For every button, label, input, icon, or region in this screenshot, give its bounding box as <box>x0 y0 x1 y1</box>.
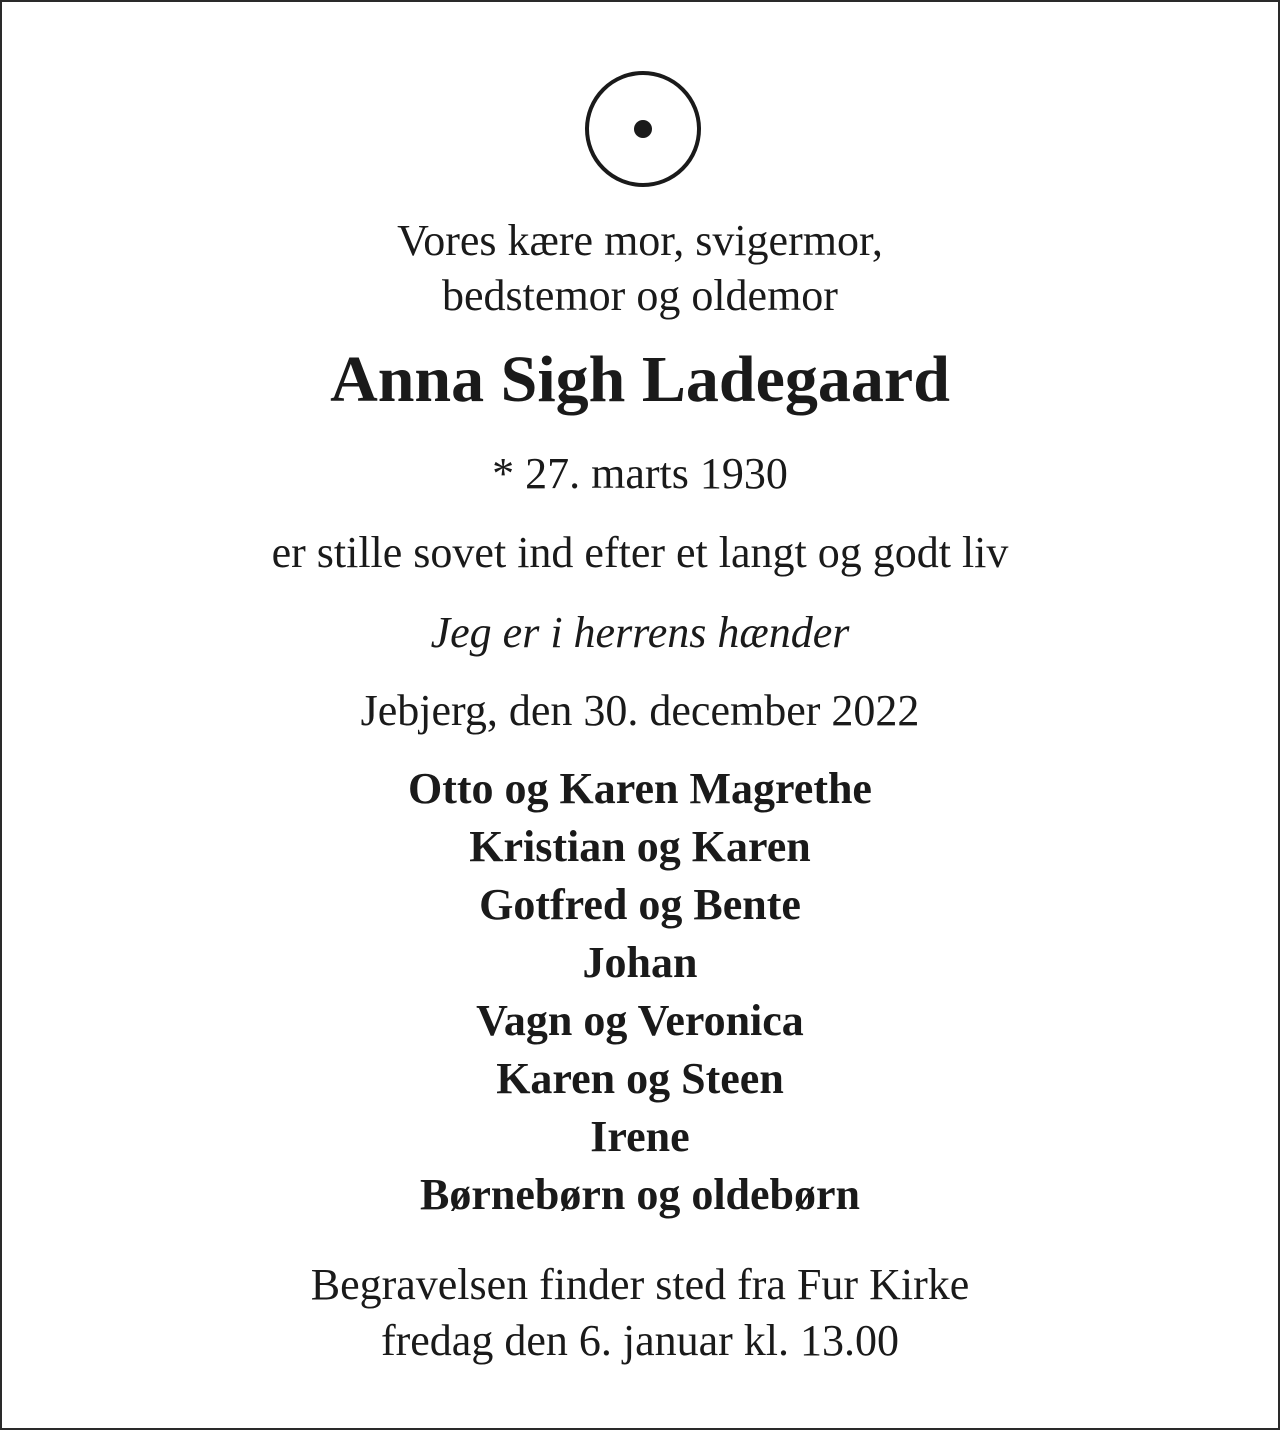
place-and-date: Jebjerg, den 30. december 2022 <box>360 686 920 735</box>
quote: Jeg er i herrens hænder <box>430 608 850 657</box>
survivor-line: Børnebørn og oldebørn <box>419 1170 861 1219</box>
intro-line-1: Vores kære mor, svigermor, <box>397 216 883 265</box>
survivor-line: Gotfred og Bente <box>479 880 801 929</box>
deceased-name: Anna Sigh Ladegaard <box>330 343 950 416</box>
funeral-line-2: fredag den 6. januar kl. 13.00 <box>380 1316 900 1365</box>
survivor-line: Irene <box>590 1112 690 1161</box>
passing-message: er stille sovet ind efter et langt og godt liv <box>271 528 1009 577</box>
survivors-list <box>2 760 1278 1224</box>
intro-line-2: bedstemor og oldemor <box>442 271 838 320</box>
survivor-line: Otto og Karen Magrethe <box>408 764 872 813</box>
survivor-line: Vagn og Veronica <box>476 996 804 1045</box>
circle-dot-icon <box>584 70 702 188</box>
survivor-line: Karen og Steen <box>496 1054 784 1103</box>
funeral-line-1: Begravelsen finder sted fra Fur Kirke <box>310 1260 970 1309</box>
survivor-line: Johan <box>582 938 698 987</box>
birth-date: * 27. marts 1930 <box>492 449 788 498</box>
survivor-line: Kristian og Karen <box>469 822 811 871</box>
